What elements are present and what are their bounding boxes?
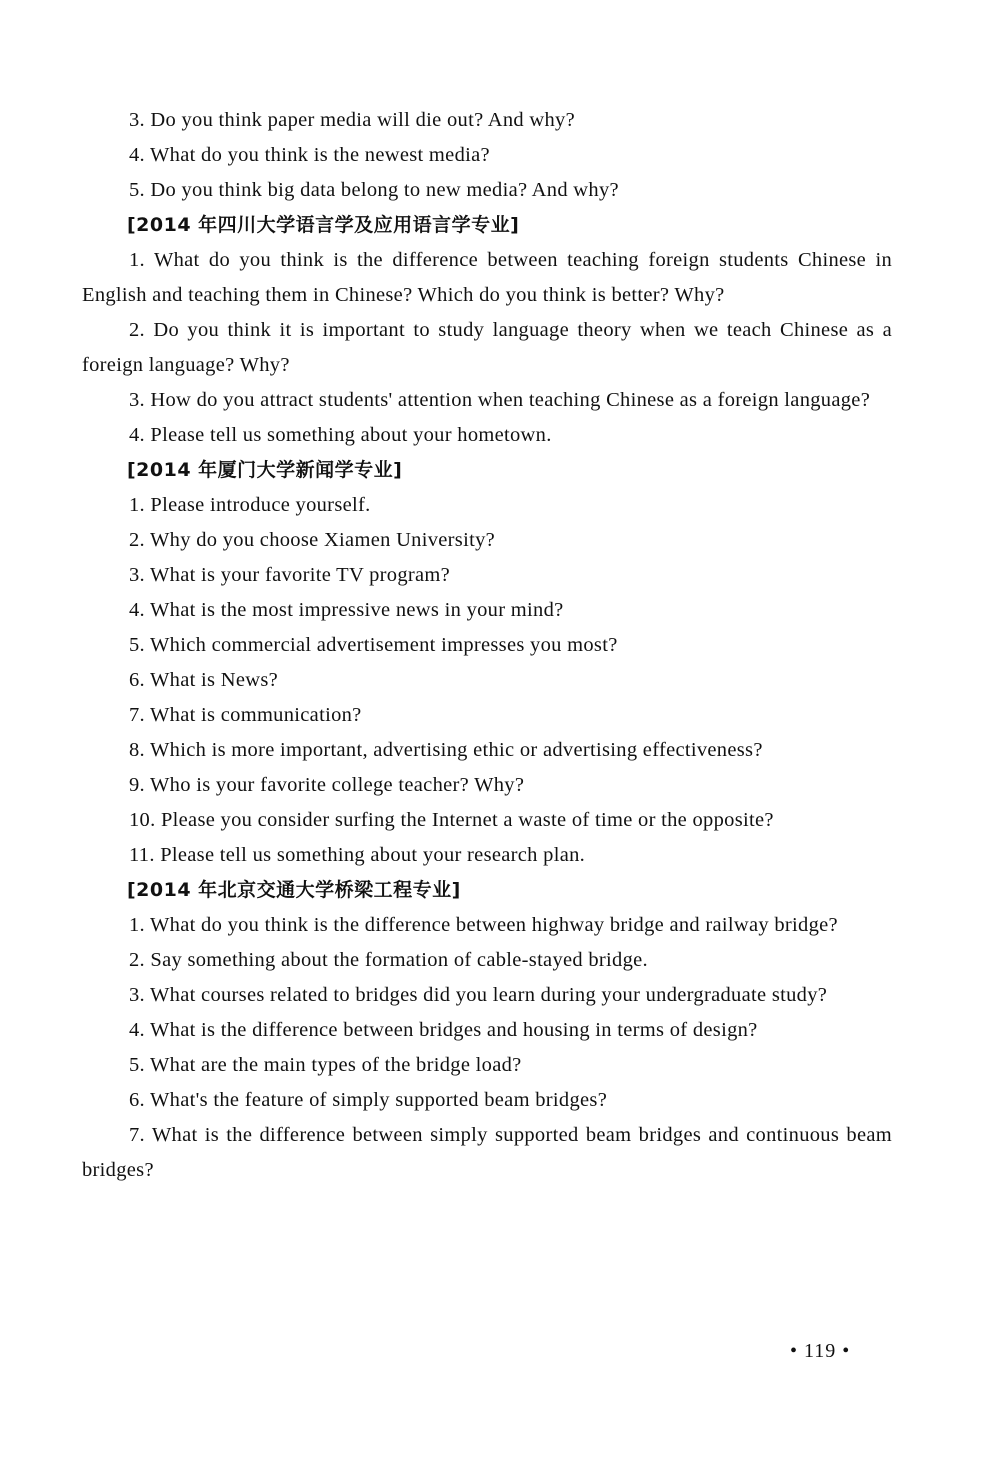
question: 6. What is News? [129, 669, 279, 691]
question: 2. Say something about the formation of cable-stayed bridge. [129, 949, 648, 971]
page-number: • 119 • [790, 1340, 851, 1362]
question: 1. Please introduce yourself. [129, 494, 371, 516]
question: 11. Please tell us something about your research plan. [129, 844, 586, 866]
question: 1. What do you think is the difference between teaching foreign students Chinese in English and teaching them in Chinese? Which do you think is better? Why? [82, 249, 892, 306]
question: 5. Do you think big data belong to new media? And why? [129, 179, 619, 201]
section-xiamen [82, 453, 892, 873]
page-content [82, 103, 892, 1188]
question: 5. What are the main types of the bridge load? [129, 1054, 522, 1076]
section-heading: [2014 年北京交通大学桥梁工程专业] [127, 879, 461, 901]
question: 6. What's the feature of simply supported beam bridges? [129, 1089, 608, 1111]
question: 7. What is communication? [129, 704, 362, 726]
section-beijing-jiaotong [82, 873, 892, 1188]
question: 2. Do you think it is important to study language theory when we teach Chinese as a foreign language? Why? [82, 319, 892, 376]
question: 4. What is the difference between bridges and housing in terms of design? [129, 1019, 758, 1041]
question: 3. Do you think paper media will die out? And why? [129, 109, 575, 131]
question: 2. Why do you choose Xiamen University? [129, 529, 496, 551]
section-sichuan [82, 208, 892, 453]
section-heading: [2014 年四川大学语言学及应用语言学专业] [127, 214, 520, 236]
question: 3. What is your favorite TV program? [129, 564, 451, 586]
question: 4. Please tell us something about your hometown. [129, 424, 552, 446]
question: 3. How do you attract students' attention when teaching Chinese as a foreign language? [129, 389, 871, 411]
question: 4. What is the most impressive news in your mind? [129, 599, 564, 621]
question: 9. Who is your favorite college teacher? Why? [129, 774, 525, 796]
question: 10. Please you consider surfing the Internet a waste of time or the opposite? [129, 809, 774, 831]
question: 4. What do you think is the newest media? [129, 144, 490, 166]
section-heading: [2014 年厦门大学新闻学专业] [127, 459, 403, 481]
question: 7. What is the difference between simply supported beam bridges and continuous beam bridges? [82, 1124, 892, 1181]
question: 5. Which commercial advertisement impresses you most? [129, 634, 618, 656]
question: 8. Which is more important, advertising ethic or advertising effectiveness? [129, 739, 763, 761]
question: 3. What courses related to bridges did you learn during your undergraduate study? [129, 984, 828, 1006]
question: 1. What do you think is the difference between highway bridge and railway bridge? [129, 914, 838, 936]
